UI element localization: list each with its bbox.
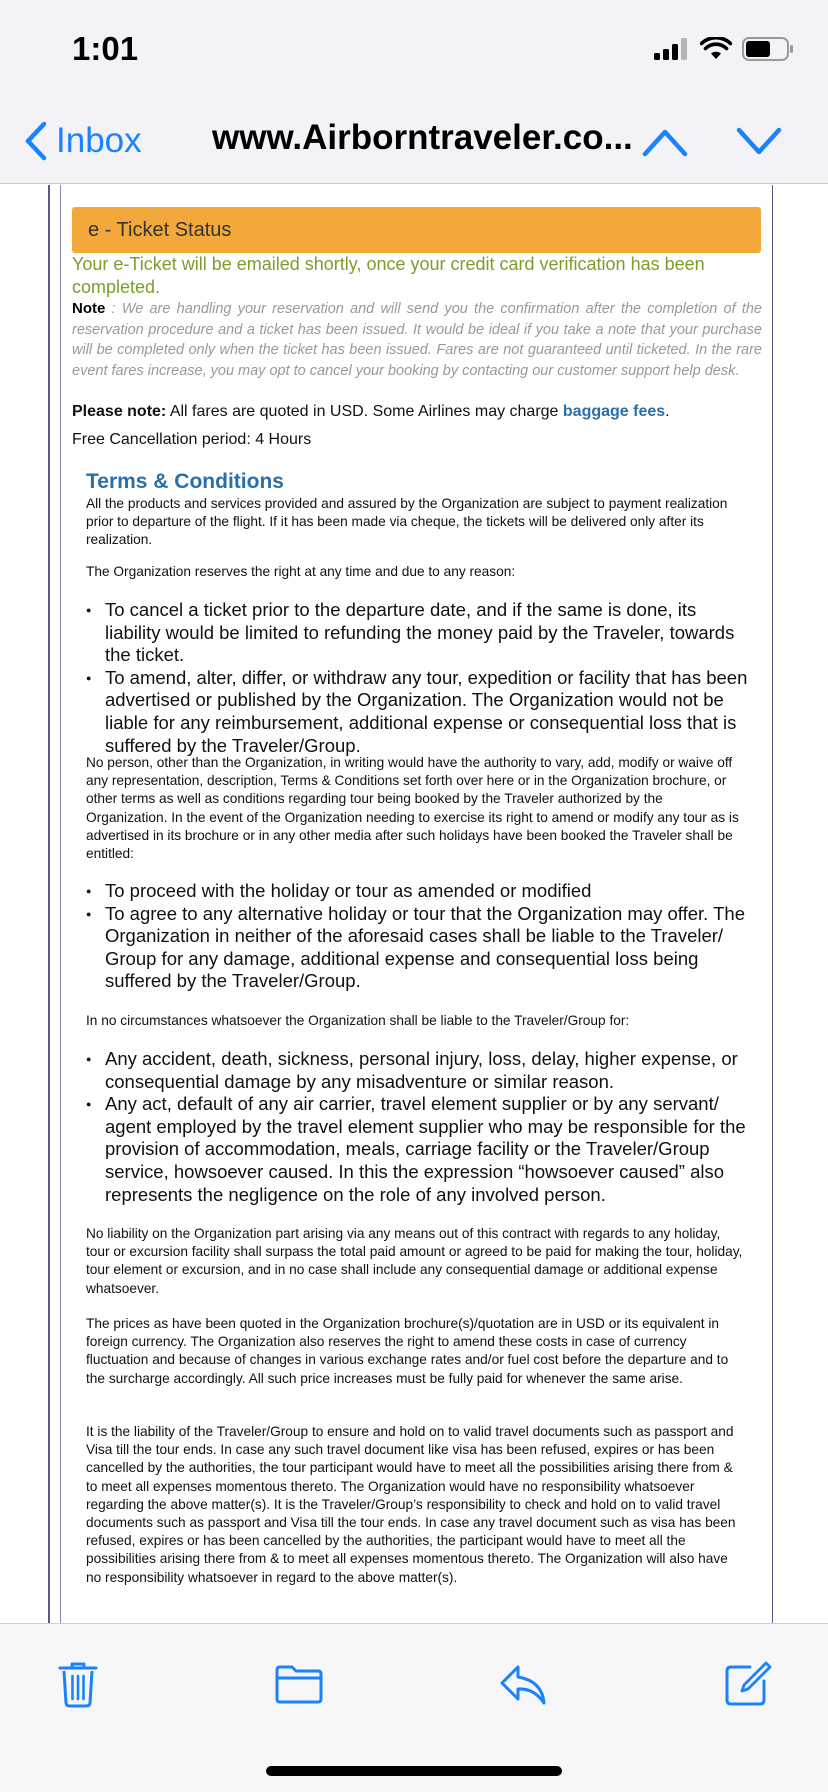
list-item: ● Any accident, death, sickness, personal injury, loss, delay, higher expense, or consequential damage by any misadventure or similar reason. xyxy=(86,1048,756,1093)
home-indicator[interactable] xyxy=(266,1766,562,1776)
cellular-signal-icon xyxy=(654,38,690,60)
no-circumstances-text: In no circumstances whatsoever the Organization shall be liable to the Traveler/Group for: xyxy=(86,1013,630,1028)
please-note-paragraph xyxy=(72,403,762,421)
please-note-text: All fares are quoted in USD. Some Airlines may charge xyxy=(166,403,563,420)
liability-exclusions-list xyxy=(86,1048,756,1206)
trash-icon xyxy=(54,1659,104,1709)
note-separator: : xyxy=(105,301,122,317)
email-subject-title: www.Airborntraveler.co... xyxy=(212,118,633,157)
reply-icon xyxy=(498,1659,548,1709)
trash-button[interactable] xyxy=(54,1659,104,1709)
terms-intro: All the products and services provided and assured by the Organization are subject to payment realization prior to departure of the flight. If it has been made via cheque, the tickets will be delivered only after its realization. xyxy=(86,496,728,548)
note-label: Note xyxy=(72,300,106,317)
chevron-up-icon xyxy=(640,122,690,162)
free-cancellation-text: Free Cancellation period: 4 Hours xyxy=(72,431,312,448)
battery-icon xyxy=(742,36,794,62)
border-line xyxy=(772,185,773,1623)
list-item: ● To proceed with the holiday or tour as amended or modified xyxy=(86,880,756,903)
please-note-end: . xyxy=(665,403,670,420)
please-note-label: Please note: xyxy=(72,403,167,420)
reply-button[interactable] xyxy=(498,1659,548,1709)
wifi-icon xyxy=(700,37,732,61)
back-label: Inbox xyxy=(56,121,142,160)
prices-paragraph: The prices as have been quoted in the Organization brochure(s)/quotation are in USD or its equivalent in foreign currency. The Organization also reserves the right to amend these costs in case of currency fluctuation and because of changes in various exchange rates and/or fuel cost before the departure and to the surcharge accordingly. All such price increases must be fully paid for whenever the same arise. xyxy=(86,1316,729,1386)
nav-bar xyxy=(0,100,828,184)
status-bar xyxy=(0,0,828,100)
ticket-status-header: e - Ticket Status xyxy=(72,207,761,253)
compose-icon xyxy=(722,1659,772,1709)
chevron-down-icon xyxy=(734,122,784,162)
no-liability-paragraph: No liability on the Organization part arising via any means out of this contract with regards to any holiday, tour or excursion facility shall surpass the total paid amount or agreed to be paid for making the tour, holiday, tour element or excursion, and in no case shall include any consequential damage or additional expense whatsoever. xyxy=(86,1226,743,1296)
border-line xyxy=(48,185,50,1623)
ticket-message: Your e-Ticket will be emailed shortly, once your credit card verification has been completed. xyxy=(72,254,705,297)
status-icons xyxy=(654,34,794,64)
list-item: ● To agree to any alternative holiday or tour that the Organization may offer. The Organization in neither of the aforesaid cases shall be liable to the Traveler/ Group for any damage, additional expense and consequential loss being suffered by the Traveler/Group. xyxy=(86,903,756,993)
baggage-fees-link[interactable]: baggage fees xyxy=(562,403,666,420)
previous-message-button[interactable] xyxy=(640,122,690,162)
reserve-rights-list xyxy=(86,599,756,757)
chevron-left-icon xyxy=(22,120,50,162)
terms-title: Terms & Conditions xyxy=(86,470,284,493)
back-to-inbox-button[interactable] xyxy=(22,116,142,166)
list-item: ● Any act, default of any air carrier, travel element supplier or by any servant/ agent employed by the travel element supplier who may be responsible for the provision of accommodation, meals, carriage facility or the Traveler/Group service, howsoever caused. In this the expression “howsoever caused” also represents the negligence on the role of any involved person. xyxy=(86,1093,756,1206)
list-item: ● To amend, alter, differ, or withdraw any tour, expedition or facility that has been advertised or published by the Organization. The Organization would not be liable for any reimbursement, additional expense or consequential loss that is suffered by the Traveler/Group. xyxy=(86,667,756,757)
folder-icon xyxy=(274,1659,324,1709)
traveler-entitlement-list xyxy=(86,880,756,993)
border-line xyxy=(60,185,61,1623)
status-time: 1:01 xyxy=(72,30,139,67)
email-body[interactable] xyxy=(0,185,828,1623)
note-paragraph xyxy=(72,299,762,381)
next-message-button[interactable] xyxy=(734,122,784,162)
travel-documents-paragraph: It is the liability of the Traveler/Group to ensure and hold on to valid travel documents such as passport and Visa till the tour ends. In case any such travel document like visa has been refused, expires or has been cancelled by the authorities, the tour participant would have to meet all the possibilities arising there from & to meet all expenses momentous thereto. The Organization would have no responsibility whatsoever regarding the above matter(s). It is the Traveler/Group’s responsibility to check and hold on to valid travel documents such as passport and Visa till the tour ends. In case any travel document such as visa has been refused, expires or has been cancelled by the authorities, the participant would have to meet all the possibilities arising there from & to meet all expenses momentous thereto. The Organization will also have no responsibility whatsoever in regard to the above matter(s). xyxy=(86,1424,736,1585)
compose-button[interactable] xyxy=(722,1659,772,1709)
no-person-paragraph: No person, other than the Organization, in writing would have the authority to vary, add, modify or waive off any representation, description, Terms & Conditions set forth over here or in the Organization brochure, or other terms as well as conditions regarding tour being booked by the Traveler authorized by the Organization. In the event of the Organization needing to exercise its right to amend or modify any tour as is advertised in its brochure or in any other media after such holidays have been booked the Traveler shall be entitled: xyxy=(86,755,739,862)
note-text: We are handling your reservation and will send you the confirmation after the completion of the reservation procedure and a ticket has been issued. It would be ideal if you take a note that your purchase will be completed only when the ticket has been issued. Fares are not guaranteed until ticketed. In the rare event fares increase, you may opt to cancel your booking by contacting our customer support help desk. xyxy=(72,301,762,379)
reserves-right-text: The Organization reserves the right at any time and due to any reason: xyxy=(86,564,516,579)
list-item: ● To cancel a ticket prior to the departure date, and if the same is done, its liability would be limited to refunding the money paid by the Traveler, towards the ticket. xyxy=(86,599,756,667)
move-to-folder-button[interactable] xyxy=(274,1659,324,1709)
